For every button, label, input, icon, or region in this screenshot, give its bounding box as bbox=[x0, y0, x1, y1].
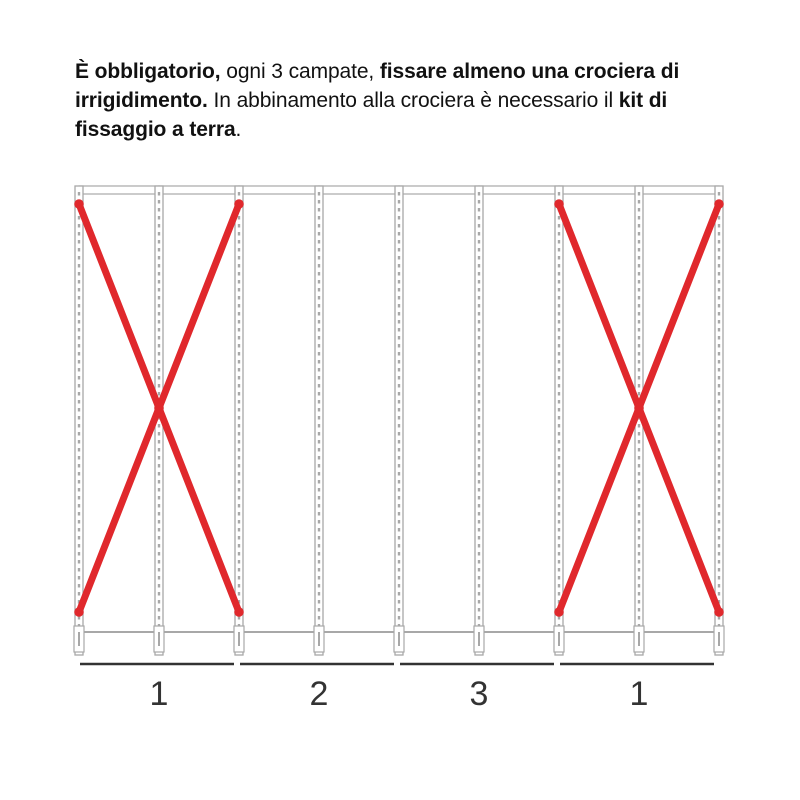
upright bbox=[474, 186, 484, 655]
upright bbox=[234, 186, 244, 655]
upright bbox=[394, 186, 404, 655]
top-beam bbox=[79, 186, 159, 194]
top-beam bbox=[479, 186, 559, 194]
bay-label: 1 bbox=[149, 675, 169, 713]
top-beam bbox=[239, 186, 319, 194]
instruction-bold-5: kit di fissaggio a terra bbox=[75, 89, 668, 141]
bay-label: 2 bbox=[309, 675, 329, 713]
upright bbox=[314, 186, 324, 655]
upright bbox=[554, 186, 564, 655]
bay-labels bbox=[150, 675, 649, 713]
instruction-text-4: In abbinamento alla crociera è necessario il bbox=[207, 89, 619, 112]
top-beam bbox=[319, 186, 399, 194]
top-beam bbox=[159, 186, 239, 194]
instruction-bold-1: È obbligatorio, bbox=[75, 60, 221, 83]
instruction-text-6: . bbox=[235, 118, 242, 141]
top-beam bbox=[559, 186, 639, 194]
upright bbox=[714, 186, 724, 655]
bay-label: 1 bbox=[629, 675, 649, 713]
top-beam bbox=[399, 186, 479, 194]
instruction-text-2: ogni 3 campate, bbox=[220, 60, 380, 83]
instruction-bold-3: fissare almeno una crociera di irrigidimento. bbox=[75, 60, 680, 112]
uprights bbox=[74, 186, 724, 655]
top-beam bbox=[639, 186, 719, 194]
bay-label: 3 bbox=[469, 675, 489, 713]
upright bbox=[74, 186, 84, 655]
